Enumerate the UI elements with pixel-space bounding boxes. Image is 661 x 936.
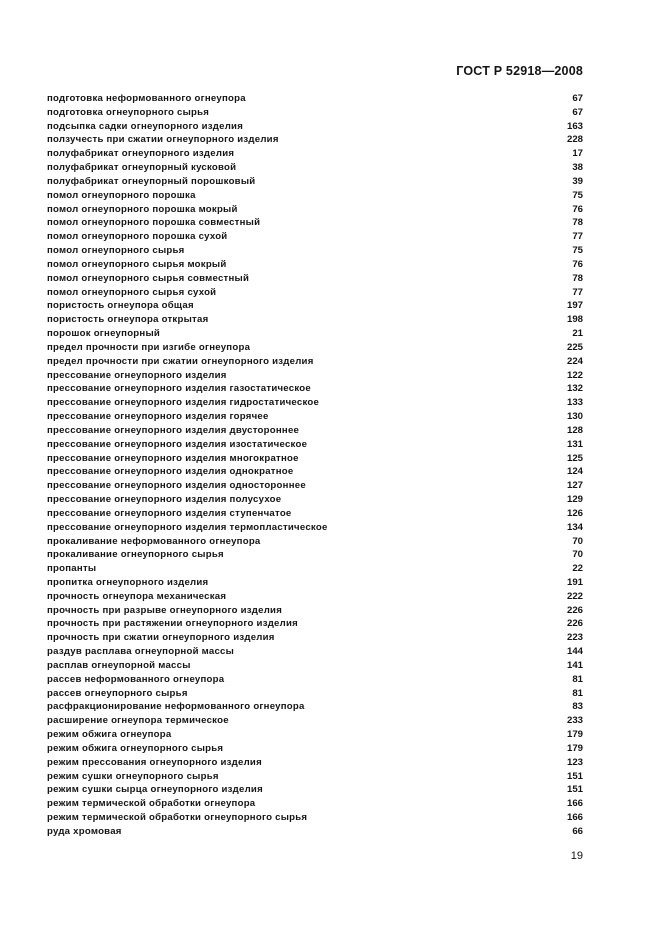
index-term: пористость огнеупора открытая — [47, 314, 209, 326]
index-term: прессование огнеупорного изделия газостатическое — [47, 383, 311, 395]
index-term: прессование огнеупорного изделия гидростатическое — [47, 397, 320, 409]
index-term: расширение огнеупора термическое — [47, 715, 229, 727]
index-page-ref: 233 — [566, 715, 583, 727]
index-entry — [47, 410, 583, 424]
index-entry — [47, 244, 583, 258]
index-entry — [47, 548, 583, 562]
index-term: рассев огнеупорного сырья — [47, 687, 188, 699]
index-page-ref: 144 — [566, 646, 583, 658]
index-page-ref: 191 — [566, 576, 583, 588]
index-term: прочность при растяжении огнеупорного изделия — [47, 618, 298, 630]
index-page-ref: 228 — [566, 134, 583, 146]
index-page-ref: 225 — [566, 341, 583, 353]
index-entry — [47, 631, 583, 645]
index-term: режим сушки огнеупорного сырья — [47, 770, 219, 782]
index-page-ref: 75 — [572, 189, 583, 201]
index-page-ref: 21 — [572, 328, 583, 340]
index-entry — [47, 203, 583, 217]
index-page-ref: 166 — [566, 812, 583, 824]
index-entry — [47, 355, 583, 369]
index-entry — [47, 507, 583, 521]
index-page-ref: 151 — [566, 770, 583, 782]
index-entry — [47, 230, 583, 244]
index-page-ref: 67 — [572, 106, 583, 118]
index-term: режим термической обработки огнеупора — [47, 798, 256, 810]
index-page-ref: 163 — [566, 120, 583, 132]
index-page-ref: 166 — [566, 798, 583, 810]
index-term: прокаливание огнеупорного сырья — [47, 549, 224, 561]
index-entry — [47, 770, 583, 784]
index-page-ref: 17 — [572, 148, 583, 160]
index-term: режим обжига огнеупора — [47, 729, 172, 741]
index-page-ref: 38 — [572, 162, 583, 174]
index-page-ref: 123 — [566, 756, 583, 768]
index-page-ref: 130 — [566, 411, 583, 423]
index-page-ref: 179 — [566, 742, 583, 754]
index-entry — [47, 175, 583, 189]
index-term: прессование огнеупорного изделия полусухое — [47, 494, 282, 506]
index-page-ref: 81 — [572, 687, 583, 699]
index-entry — [47, 797, 583, 811]
index-term: пропанты — [47, 563, 97, 575]
index-term: режим прессования огнеупорного изделия — [47, 756, 262, 768]
index-term: предел прочности при сжатии огнеупорного изделия — [47, 355, 314, 367]
index-page-ref: 124 — [566, 466, 583, 478]
index-page-ref: 122 — [566, 369, 583, 381]
page-number: 19 — [570, 850, 583, 862]
index-term: помол огнеупорного порошка мокрый — [47, 203, 238, 215]
index-term: пропитка огнеупорного изделия — [47, 576, 209, 588]
index-page-ref: 133 — [566, 397, 583, 409]
index-term: помол огнеупорного сырья мокрый — [47, 258, 227, 270]
index-entry — [47, 299, 583, 313]
document-header: ГОСТ Р 52918—2008 — [456, 64, 583, 78]
index-entry — [47, 161, 583, 175]
index-entry — [47, 313, 583, 327]
index-entry — [47, 714, 583, 728]
index-term: полуфабрикат огнеупорный порошковый — [47, 175, 256, 187]
index-entry — [47, 825, 583, 839]
index-entry — [47, 590, 583, 604]
index-list — [47, 92, 583, 839]
index-entry — [47, 673, 583, 687]
index-term: раздув расплава огнеупорной массы — [47, 646, 235, 658]
index-entry — [47, 424, 583, 438]
index-entry — [47, 783, 583, 797]
index-entry — [47, 327, 583, 341]
index-page-ref: 77 — [572, 286, 583, 298]
index-entry — [47, 535, 583, 549]
index-page-ref: 78 — [572, 272, 583, 284]
index-term: помол огнеупорного сырья — [47, 245, 185, 257]
index-page-ref: 39 — [572, 175, 583, 187]
index-page-ref: 128 — [566, 424, 583, 436]
index-term: подготовка неформованного огнеупора — [47, 93, 246, 104]
index-page-ref: 151 — [566, 784, 583, 796]
index-page-ref: 81 — [572, 673, 583, 685]
index-entry — [47, 811, 583, 825]
index-term: прессование огнеупорного изделия двустороннее — [47, 424, 300, 436]
index-page-ref: 141 — [566, 659, 583, 671]
index-entry — [47, 92, 583, 106]
index-term: прессование огнеупорного изделия одностороннее — [47, 480, 306, 492]
index-entry — [47, 493, 583, 507]
index-page-ref: 131 — [566, 438, 583, 450]
index-term: помол огнеупорного порошка сухой — [47, 231, 228, 243]
index-entry — [47, 147, 583, 161]
index-page-ref: 129 — [566, 494, 583, 506]
index-term: расфракционирование неформованного огнеупора — [47, 701, 305, 713]
index-entry — [47, 645, 583, 659]
index-term: прессование огнеупорного изделия — [47, 369, 227, 381]
index-entry — [47, 133, 583, 147]
index-page-ref: 222 — [566, 590, 583, 602]
index-term: помол огнеупорного порошка — [47, 189, 196, 201]
index-entry — [47, 700, 583, 714]
index-page-ref: 83 — [572, 701, 583, 713]
index-entry — [47, 728, 583, 742]
index-page-ref: 226 — [566, 604, 583, 616]
index-term: полуфабрикат огнеупорного изделия — [47, 148, 235, 160]
index-page-ref: 75 — [572, 245, 583, 257]
index-term: прессование огнеупорного изделия однократное — [47, 466, 294, 478]
index-term: прессование огнеупорного изделия термопластическое — [47, 521, 328, 533]
index-entry — [47, 742, 583, 756]
index-page-ref: 226 — [566, 618, 583, 630]
index-entry — [47, 216, 583, 230]
index-page-ref: 70 — [572, 535, 583, 547]
index-entry — [47, 438, 583, 452]
index-page-ref: 223 — [566, 632, 583, 644]
index-page-ref: 197 — [566, 300, 583, 312]
index-term: предел прочности при изгибе огнеупора — [47, 341, 251, 353]
index-entry — [47, 341, 583, 355]
index-entry — [47, 756, 583, 770]
index-term: пористость огнеупора общая — [47, 300, 194, 312]
index-page-ref: 125 — [566, 452, 583, 464]
index-term: прессование огнеупорного изделия ступенчатое — [47, 507, 292, 519]
index-term: порошок огнеупорный — [47, 328, 161, 340]
index-entry — [47, 452, 583, 466]
index-term: рассев неформованного огнеупора — [47, 673, 225, 685]
index-entry — [47, 120, 583, 134]
index-page-ref: 134 — [566, 521, 583, 533]
index-page-ref: 70 — [572, 549, 583, 561]
index-entry — [47, 106, 583, 120]
index-page-ref: 67 — [572, 93, 583, 104]
index-term: режим обжига огнеупорного сырья — [47, 742, 224, 754]
index-page-ref: 126 — [566, 507, 583, 519]
index-term: прокаливание неформованного огнеупора — [47, 535, 261, 547]
index-entry — [47, 382, 583, 396]
index-page-ref: 78 — [572, 217, 583, 229]
index-term: прочность огнеупора механическая — [47, 590, 227, 602]
index-term: полуфабрикат огнеупорный кусковой — [47, 162, 237, 174]
index-page-ref: 198 — [566, 314, 583, 326]
index-entry — [47, 687, 583, 701]
index-term: прессование огнеупорного изделия многократное — [47, 452, 299, 464]
index-term: режим термической обработки огнеупорного сырья — [47, 812, 308, 824]
index-page-ref: 127 — [566, 480, 583, 492]
index-term: помол огнеупорного сырья совместный — [47, 272, 250, 284]
index-entry — [47, 189, 583, 203]
index-entry — [47, 286, 583, 300]
index-term: прессование огнеупорного изделия изостатическое — [47, 438, 308, 450]
index-entry — [47, 562, 583, 576]
index-page-ref: 179 — [566, 729, 583, 741]
index-entry — [47, 258, 583, 272]
index-term: подсыпка садки огнеупорного изделия — [47, 120, 244, 132]
index-term: подготовка огнеупорного сырья — [47, 106, 210, 118]
index-entry — [47, 659, 583, 673]
index-entry — [47, 576, 583, 590]
index-entry — [47, 617, 583, 631]
index-entry — [47, 396, 583, 410]
index-entry — [47, 604, 583, 618]
index-entry — [47, 369, 583, 383]
index-entry — [47, 272, 583, 286]
index-term: ползучесть при сжатии огнеупорного изделия — [47, 134, 279, 146]
index-term: руда хромовая — [47, 825, 122, 837]
index-term: прессование огнеупорного изделия горячее — [47, 411, 269, 423]
index-page-ref: 224 — [566, 355, 583, 367]
index-term: помол огнеупорного сырья сухой — [47, 286, 217, 298]
index-page-ref: 22 — [572, 563, 583, 575]
index-term: режим сушки сырца огнеупорного изделия — [47, 784, 263, 796]
index-term: прочность при разрыве огнеупорного изделия — [47, 604, 283, 616]
index-entry — [47, 479, 583, 493]
index-entry — [47, 465, 583, 479]
index-page-ref: 132 — [566, 383, 583, 395]
index-page-ref: 76 — [572, 203, 583, 215]
index-page-ref: 66 — [572, 825, 583, 837]
index-page-ref: 76 — [572, 258, 583, 270]
index-page-ref: 77 — [572, 231, 583, 243]
index-term: помол огнеупорного порошка совместный — [47, 217, 261, 229]
index-term: прочность при сжатии огнеупорного изделия — [47, 632, 275, 644]
index-entry — [47, 521, 583, 535]
index-term: расплав огнеупорной массы — [47, 659, 191, 671]
